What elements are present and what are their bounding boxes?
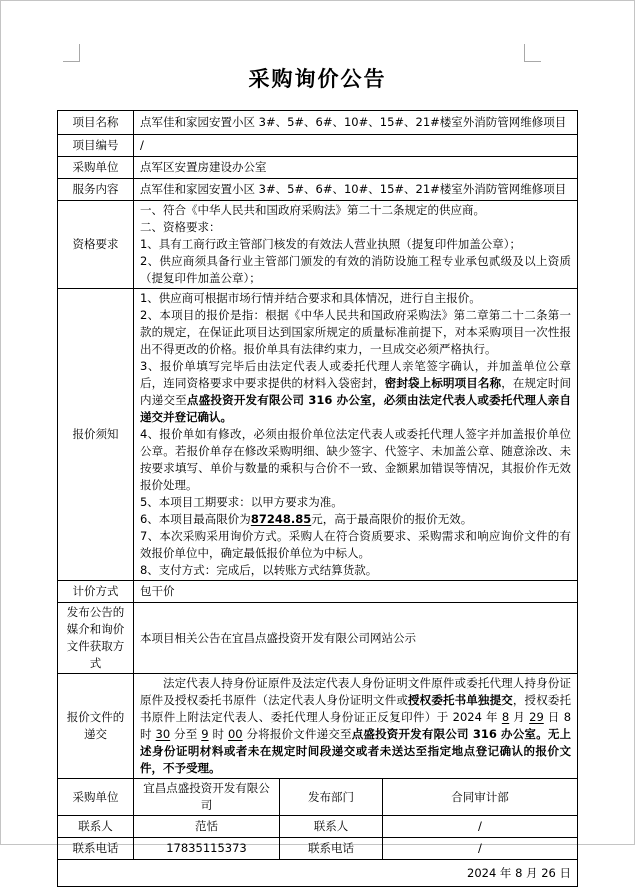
contact-person-value-2: / xyxy=(382,816,577,838)
table-row xyxy=(57,674,577,779)
quotation-notes-label: 报价须知 xyxy=(57,289,133,581)
announcement-table xyxy=(57,110,578,887)
issuing-department-value: 合同审计部 xyxy=(382,779,577,816)
quotation-note-item: 8、支付方式：完成后，以转账方式结算货款。 xyxy=(139,563,378,577)
qualification-line: 一、符合《中华人民共和国政府采购法》第二十二条规定的供应商。 xyxy=(139,203,485,217)
contact-person-label-2: 联系人 xyxy=(279,816,382,838)
announcement-media-value: 本项目相关公告在宜昌点盛投资开发有限公司网站公示 xyxy=(133,603,577,674)
table-row xyxy=(57,816,577,838)
submission-value xyxy=(133,674,577,779)
quotation-note-item: 2、本项目的报价是指：根据《中华人民共和国政府采购法》第二章第二十二条第一款的规定，在保证此项目达到国家所规定的质量标准前提下，对本采购项目一次性报出不得更改的价格。报价单具有法律约束力，一旦成交必须严格执行。 xyxy=(139,308,571,356)
submission-paragraph: 法定代表人持身份证原件及法定代表人身份证明文件原件或委托代理人持身份证原件及授权委托书原件（法定代表人身份证明文件或授权委托书单独提交，授权委托书原件上附法定代表人、委托代理人身份证正反复印件）于 2024 年 8 月 29 日 8 时 30 分至 9 时 00 分将报价文件递交至点盛投资开发有限公司 316 办公室。无上述身份证明材料或者未在规定时间段递交或者未送达至指定地点登记确认的报价文件，不予受理。 xyxy=(139,676,572,775)
pricing-method-value: 包干价 xyxy=(133,581,577,603)
contact-phone-value-2: / xyxy=(382,838,577,860)
contact-phone-value-1: 17835115373 xyxy=(133,838,279,860)
project-name-value: 点军佳和家园安置小区 3#、5#、6#、10#、15#、21#楼室外消防管网维修项目 xyxy=(133,111,577,135)
announcement-date: 2024 年 8 月 26 日 xyxy=(57,860,577,887)
qualification-label: 资格要求 xyxy=(57,201,133,289)
submission-label: 报价文件的递交 xyxy=(57,674,133,779)
table-row xyxy=(57,201,577,289)
table-row xyxy=(57,603,577,674)
purchasing-unit-value: 点军区安置房建设办公室 xyxy=(133,157,577,179)
quotation-note-item: 3、报价单填写完毕后由法定代表人或委托代理人亲笔签字确认，并加盖单位公章后，连同资格要求中要求提供的材料入袋密封，密封袋上标明项目名称，在规定时间内递交至点盛投资开发有限公司 316 办公室，必须由法定代表人或委托代理人亲自递交并登记确认。 xyxy=(139,359,572,424)
quotation-notes-value xyxy=(133,289,577,581)
page-margin-mark-top-right xyxy=(524,44,541,62)
contact-phone-label-2: 联系电话 xyxy=(279,838,382,860)
project-number-label: 项目编号 xyxy=(57,135,133,157)
page-margin-mark-top-left xyxy=(63,44,80,62)
table-row xyxy=(57,179,577,201)
table-row xyxy=(57,779,577,816)
project-name-label: 项目名称 xyxy=(57,111,133,135)
service-content-label: 服务内容 xyxy=(57,179,133,201)
issuer-unit-value: 宜昌点盛投资开发有限公司 xyxy=(133,779,279,816)
issuing-department-label: 发布部门 xyxy=(279,779,382,816)
quotation-note-item: 5、本项目工期要求：以甲方要求为准。 xyxy=(139,495,343,509)
qualification-line: 二、资格要求： xyxy=(139,220,221,234)
page-title: 采购询价公告 xyxy=(248,67,387,91)
purchasing-unit-label: 采购单位 xyxy=(57,157,133,179)
quotation-note-item: 4、报价单如有修改，必须由报价单位法定代表人或委托代理人签字并加盖报价单位公章。若报价单存在修改采购明细、缺少签字、代签字、未加盖公章、随意涂改、未按要求填写、单价与数量的乘积与合价不一致、金额累加错误等情况，其报价作无效报价处理。 xyxy=(139,427,571,492)
table-row xyxy=(57,157,577,179)
announcement-media-label: 发布公告的媒介和询价文件获取方式 xyxy=(57,603,133,674)
contact-phone-label-1: 联系电话 xyxy=(57,838,133,860)
table-row xyxy=(57,838,577,860)
quotation-note-item: 7、本次采购采用询价方式。采购人在符合资质要求、采购需求和响应询价文件的有效报价单位中，确定最低报价单位为中标人。 xyxy=(139,529,571,560)
contact-person-label-1: 联系人 xyxy=(57,816,133,838)
qualification-line: 2、供应商须具备行业主管部门颁发的有效的消防设施工程专业承包贰级及以上资质（提复印件加盖公章）； xyxy=(139,254,571,285)
table-row xyxy=(57,581,577,603)
pricing-method-label: 计价方式 xyxy=(57,581,133,603)
table-row xyxy=(57,111,577,135)
table-row xyxy=(57,135,577,157)
qualification-value xyxy=(133,201,577,289)
table-row xyxy=(57,860,577,887)
issuer-unit-label: 采购单位 xyxy=(57,779,133,816)
quotation-note-item: 1、供应商可根据市场行情并结合要求和具体情况，进行自主报价。 xyxy=(139,291,481,305)
quotation-note-item: 6、本项目最高限价为87248.85元，高于最高限价的报价无效。 xyxy=(139,512,473,526)
project-number-value: / xyxy=(133,135,577,157)
table-row xyxy=(57,289,577,581)
qualification-line: 1、具有工商行政主管部门核发的有效法人营业执照（提复印件加盖公章）； xyxy=(139,237,522,251)
service-content-value: 点军佳和家园安置小区 3#、5#、6#、10#、15#、21#楼室外消防管网维修项目 xyxy=(133,179,577,201)
contact-person-value-1: 范恬 xyxy=(133,816,279,838)
